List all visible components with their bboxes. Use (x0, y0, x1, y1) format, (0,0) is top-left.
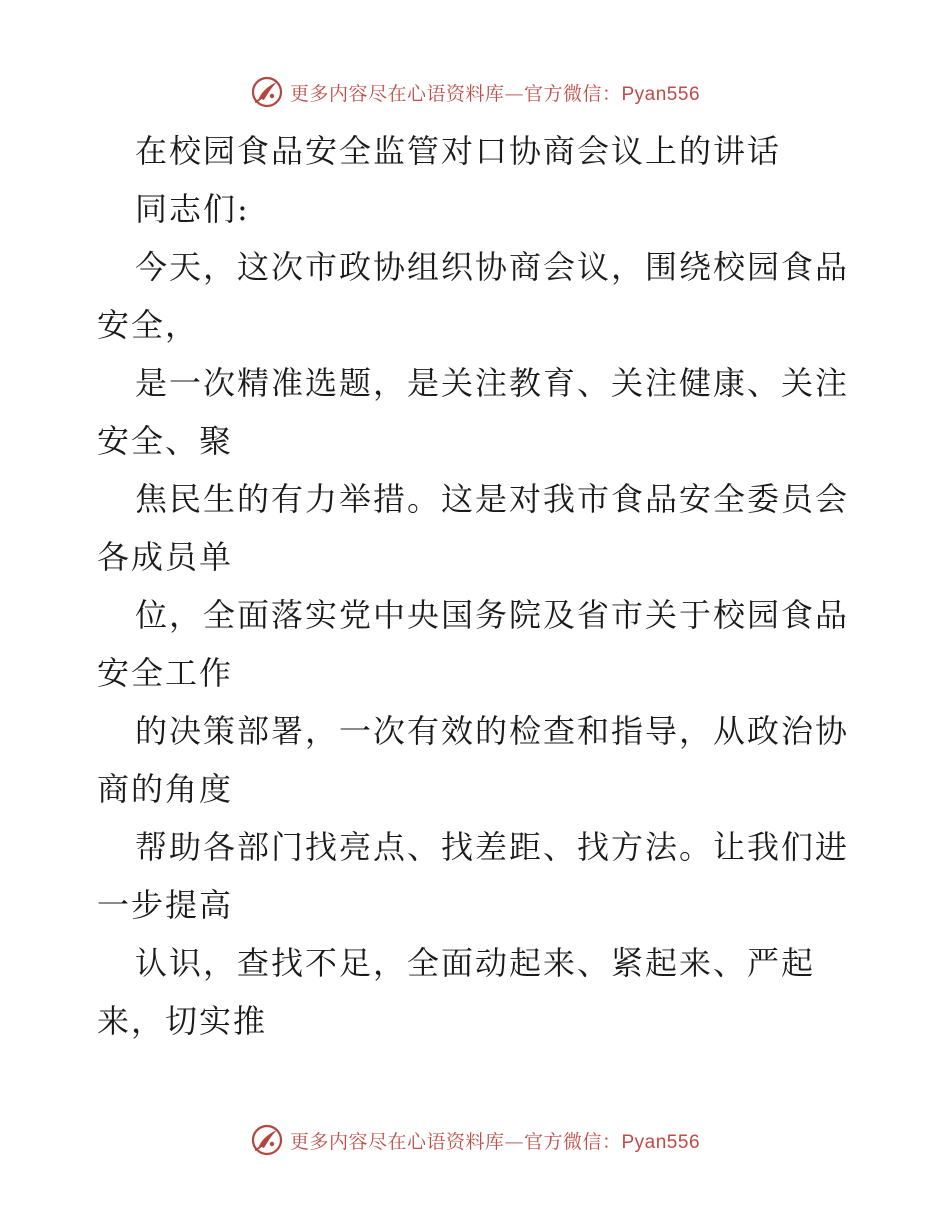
watermark-brand: 更多内容尽在心语资料库 (289, 1130, 505, 1153)
watermark-brand: 更多内容尽在心语资料库 (289, 82, 505, 105)
paragraph-line: 今天，这次市政协组织协商会议，围绕校园食品 (135, 248, 850, 286)
watermark-wechat-label: 官方微信： (523, 1130, 622, 1153)
paragraph-line: 的决策部署，一次有效的检查和指导，从政治协 (135, 712, 850, 750)
watermark-text (290, 79, 700, 106)
paragraph-line: 一步提高 (97, 886, 234, 924)
footer-watermark (0, 1120, 950, 1160)
paragraph-line: 安全工作 (97, 654, 234, 692)
paragraph-line: 是一次精准选题，是关注教育、关注健康、关注 (135, 364, 850, 402)
watermark-dash: — (504, 1130, 524, 1153)
document-title: 在校园食品安全监管对口协商会议上的讲话 (135, 132, 782, 170)
watermark-wechat-label: 官方微信： (523, 82, 622, 105)
document-body (97, 122, 857, 1050)
watermark-text (290, 1127, 700, 1154)
paragraph-line: 认识，查找不足，全面动起来、紧起来、严起 (135, 944, 816, 982)
paragraph-line: 帮助各部门找亮点、找差距、找方法。让我们进 (135, 828, 850, 866)
watermark-account: Pyan556 (621, 83, 701, 105)
paragraph-line: 商的角度 (97, 770, 234, 808)
logo-icon (250, 75, 284, 109)
paragraph-line: 来，切实推 (97, 1002, 268, 1040)
paragraph-line: 安全、聚 (97, 422, 234, 460)
paragraph-line: 各成员单 (97, 538, 234, 576)
header-watermark (0, 72, 950, 112)
paragraph-line: 焦民生的有力举措。这是对我市食品安全委员会 (135, 480, 850, 518)
watermark-account: Pyan556 (621, 1131, 701, 1153)
paragraph-line: 安全， (97, 306, 200, 344)
paragraph-line: 同志们: (135, 190, 250, 228)
watermark-dash: — (504, 82, 524, 105)
paragraph-line: 位，全面落实党中央国务院及省市关于校园食品 (135, 596, 850, 634)
logo-icon (250, 1123, 284, 1157)
